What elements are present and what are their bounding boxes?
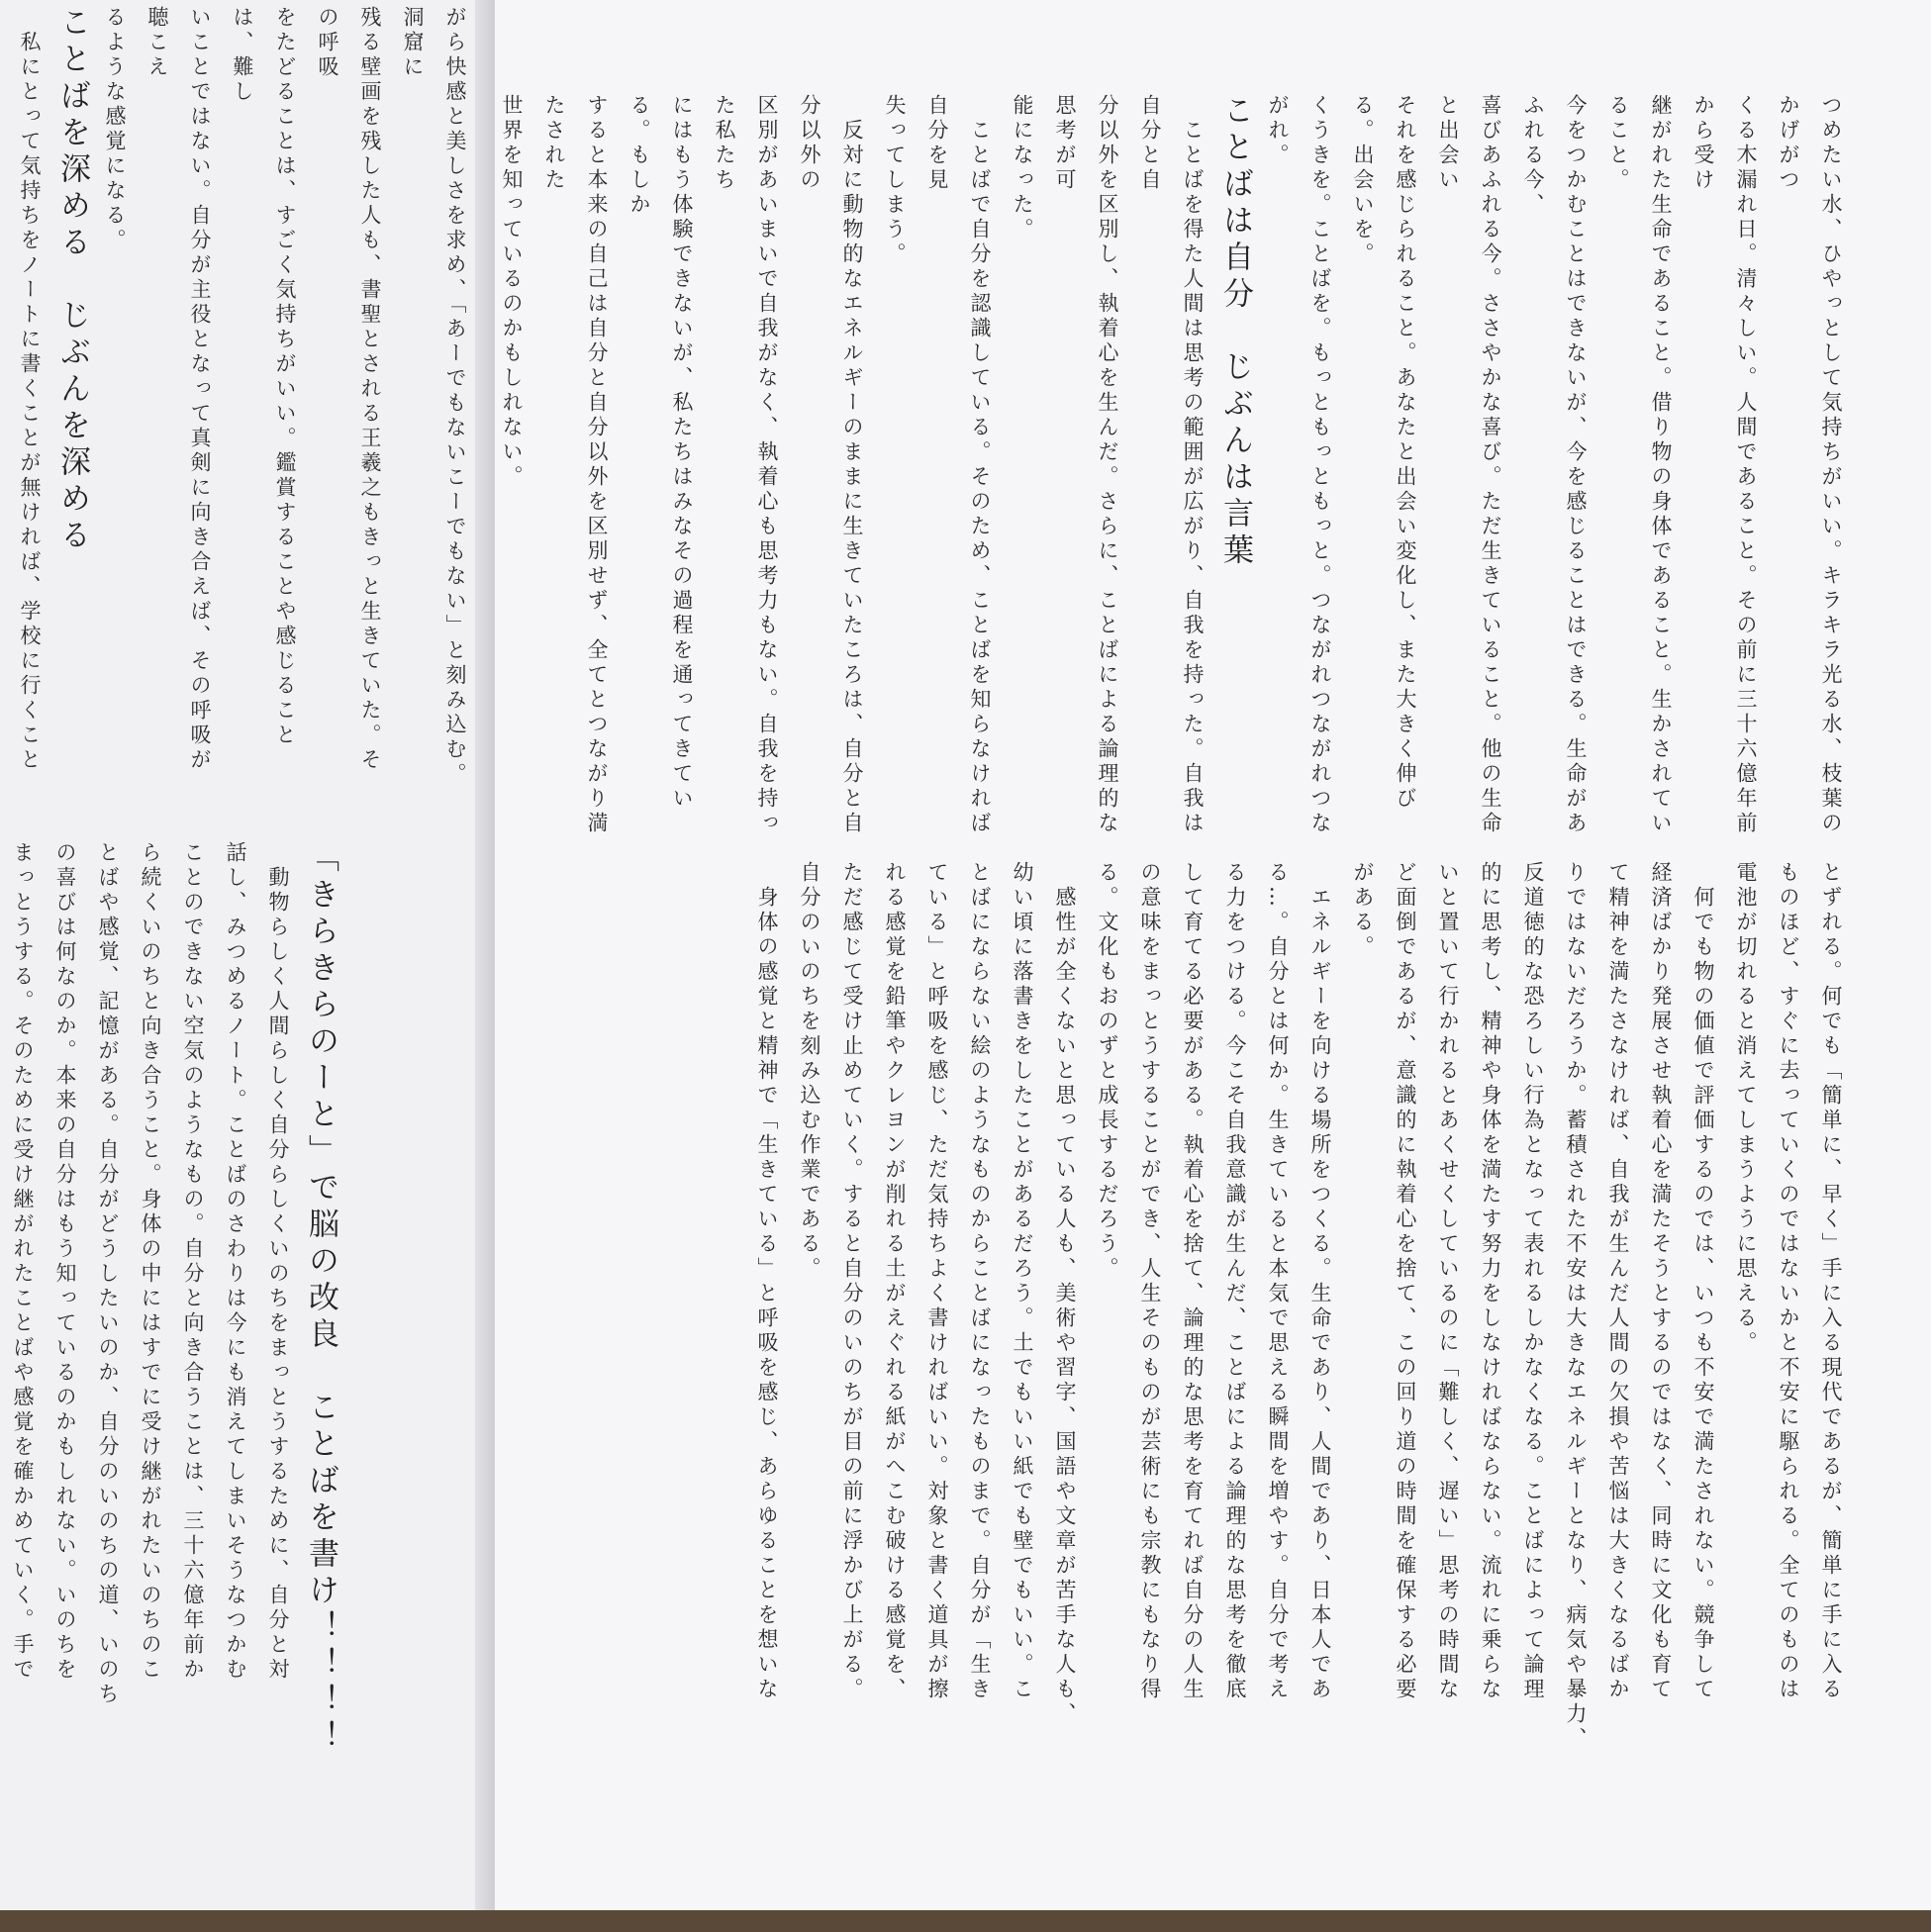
text-line: エネルギーを向ける場所をつくる。生命であり、人間であり、日本人であ [1308,861,1332,1702]
text-line: 動物らしく人間らしく自分らしくいのちをまっとうするために、自分と対 [266,841,290,1683]
text-line: 継がれた生命であること。借り物の身体であること。生かされていること。 [1606,94,1673,836]
right-top-text-block [495,94,1852,846]
text-line: 今をつかむことはできないが、今を感じることはできる。生命があふれる今、 [1521,94,1588,836]
text-line: とばや感覚、記憶がある。自分がどうしたいのか、自分のいのちの道、いのち [96,841,120,1707]
text-line: とずれる。何でも「簡単に、早く」手に入る現代であるが、簡単に手に入る [1819,861,1843,1702]
text-line: 感性が全くないと思っている人も、美術や習字、国語や文章が苦手な人も、 [1053,861,1077,1727]
text-line: ことばを得た人間は思考の範囲が広がり、自我を持った。自我は自分と自 [1138,94,1205,836]
text-line: 失ってしまう。 [883,94,907,267]
text-line: ただ感じて受け止めていく。すると自分のいのちが目の前に浮かび上がる。 [840,861,864,1702]
text-line: ことばで自分を認識している。そのため、ことばを知らなければ自分を見 [925,94,992,836]
text-line: る…。自分とは何か。生きていると本気で思える瞬間を増やす。自分で考え [1266,861,1290,1702]
left-page [0,0,490,1910]
text-line: る。文化もおのずと成長するだろう。 [1096,861,1119,1282]
text-line: 話し、みつめるノート。ことばのさわりは今にも消えてしまいそうなつかむ [224,841,247,1683]
text-line: 幼い頃に落書きをしたことがあるだろう。土でもいい紙でも壁でもいい。こ [1011,861,1034,1702]
text-line: ことのできない空気のようなもの。自分と向き合うことは、三十六億年前か [181,841,205,1683]
section-heading: 「きらきらのーと」で脳の改良 ことばを書け！！！！ [303,841,338,1757]
section-heading: ことばを深める じぶんを深める [54,6,90,555]
text-line: ら続くいのちと向き合うこと。身体の中にはすでに受け継がれたいのちのこ [139,841,162,1683]
text-line: ど面倒であるが、意識的に執着心を捨て、この回り道の時間を確保する必要 [1394,861,1417,1702]
text-line: とばにならない絵のようなものからことばになったものまで。自分が「生き [968,861,992,1702]
text-line: 能になった。 [1011,94,1034,242]
text-line: 身体の感覚と精神で「生きている」と呼吸を感じ、あらゆることを想いな [755,861,779,1702]
text-line: くる木漏れ日。清々しい。人間であること。その前に三十六億年前から受け [1691,94,1758,836]
section-heading: ことばは自分 じぶんは言葉 [1217,94,1253,570]
text-line: 反道徳的な恐ろしい行為となって表れるしかなくなる。ことばによって論理 [1521,861,1545,1702]
text-line: すると本来の自己は自分と自分以外を区別せず、全てとつながり満たされた [542,94,609,836]
text-line: 経済ばかり発展させ執着心を満たそうとするのではなく、同時に文化も育て [1649,861,1673,1702]
text-line: 私にとって気持ちをノートに書くことが無ければ、学校に行くこと [18,31,42,773]
text-line: ものほど、すぐに去っていくのではないかと不安に駆られる。全てのものは [1777,861,1800,1702]
table-surface [0,1910,1931,1932]
left-bottom-text-block [1,841,341,1890]
text-line: まっとうする。そのために受け継がれたことばや感覚を確かめていく。手で [11,841,35,1683]
text-line: ている」と呼吸を感じ、ただ気持ちよく書ければいい。対象と書く道具が擦 [925,861,949,1702]
text-line: がら快感と美しさを求め、「あーでもないこーでもない」と刻み込む。洞窟に [401,6,467,788]
text-line: をたどることは、すごく気持ちがいい。鑑賞することや感じることは、難し [231,6,297,748]
right-page [495,0,1931,1910]
text-line: それを感じられること。あなたと出会い変化し、また大きく伸びる。出会いを。 [1351,94,1417,812]
text-line: くうきを。ことばを。もっともっともっと。つながれつながれつながれ。 [1266,94,1332,836]
text-line: る力をつける。今こそ自我意識が生んだ、ことばによる論理的な思考を徹底 [1223,861,1247,1702]
text-line: りではないだろうか。蓄積された不安は大きなエネルギーとなり、病気や暴力、 [1564,861,1588,1752]
text-line: がある。 [1351,861,1375,960]
left-top-text-block [0,6,476,788]
right-bottom-text-block [745,861,1852,1782]
text-line: 何でも物の価値で評価するのでは、いつも不安で満たされない。競争して [1691,861,1715,1702]
text-line: 自分のいのちを刻み込む作業である。 [798,861,821,1282]
text-line: の意味をまっとうすることができ、人生そのものが芸術にも宗教にもなり得 [1138,861,1162,1702]
text-line: つめたい水、ひやっとして気持ちがいい。キラキラ光る水、枝葉のかげがつ [1777,94,1843,836]
text-line: 分以外を区別し、執着心を生んだ。さらに、ことばによる論理的な思考が可 [1053,94,1119,836]
text-line: にはもう体験できないが、私たちはみなその過程を通ってきている。もしか [628,94,694,812]
text-line: 喜びあふれる今。ささやかな喜び。ただ生きていること。他の生命と出会い [1436,94,1502,836]
text-line: の喜びは何なのか。本来の自分はもう知っているのかもしれない。いのちを [53,841,77,1683]
text-line: 残る壁画を残した人も、書聖とされる王羲之もきっと生きていた。その呼吸 [316,6,382,773]
text-line: 電池が切れると消えてしまうように思える。 [1734,861,1758,1356]
text-line: いと置いて行かれるとあくせくしているのに「難しく、遅い」思考の時間な [1436,861,1460,1702]
text-line: るような感覚になる。 [103,6,127,253]
text-line: 的に思考し、精神や身体を満たす努力をしなければならない。流れに乗らな [1479,861,1502,1702]
text-line: いことではない。自分が主役となって真剣に向き合えば、その呼吸が聴こえ [145,6,212,773]
text-line: れる感覚を鉛筆やクレヨンが削れる土がえぐれる紙がへこむ破ける感覚を、 [883,861,907,1702]
text-line: 世界を知っているのかもしれない。 [500,94,524,490]
text-line: して育てる必要がある。執着心を捨て、論理的な思考を育てれば自分の人生 [1181,861,1205,1702]
text-line: 反対に動物的なエネルギーのままに生きていたころは、自分と自分以外の [798,94,864,836]
text-line: て精神を満たさなければ、自我が生んだ人間の欠損や苦悩は大きくなるばか [1606,861,1630,1702]
text-line: 区別があいまいで自我がなく、執着心も思考力もない。自我を持った私たち [713,94,779,836]
